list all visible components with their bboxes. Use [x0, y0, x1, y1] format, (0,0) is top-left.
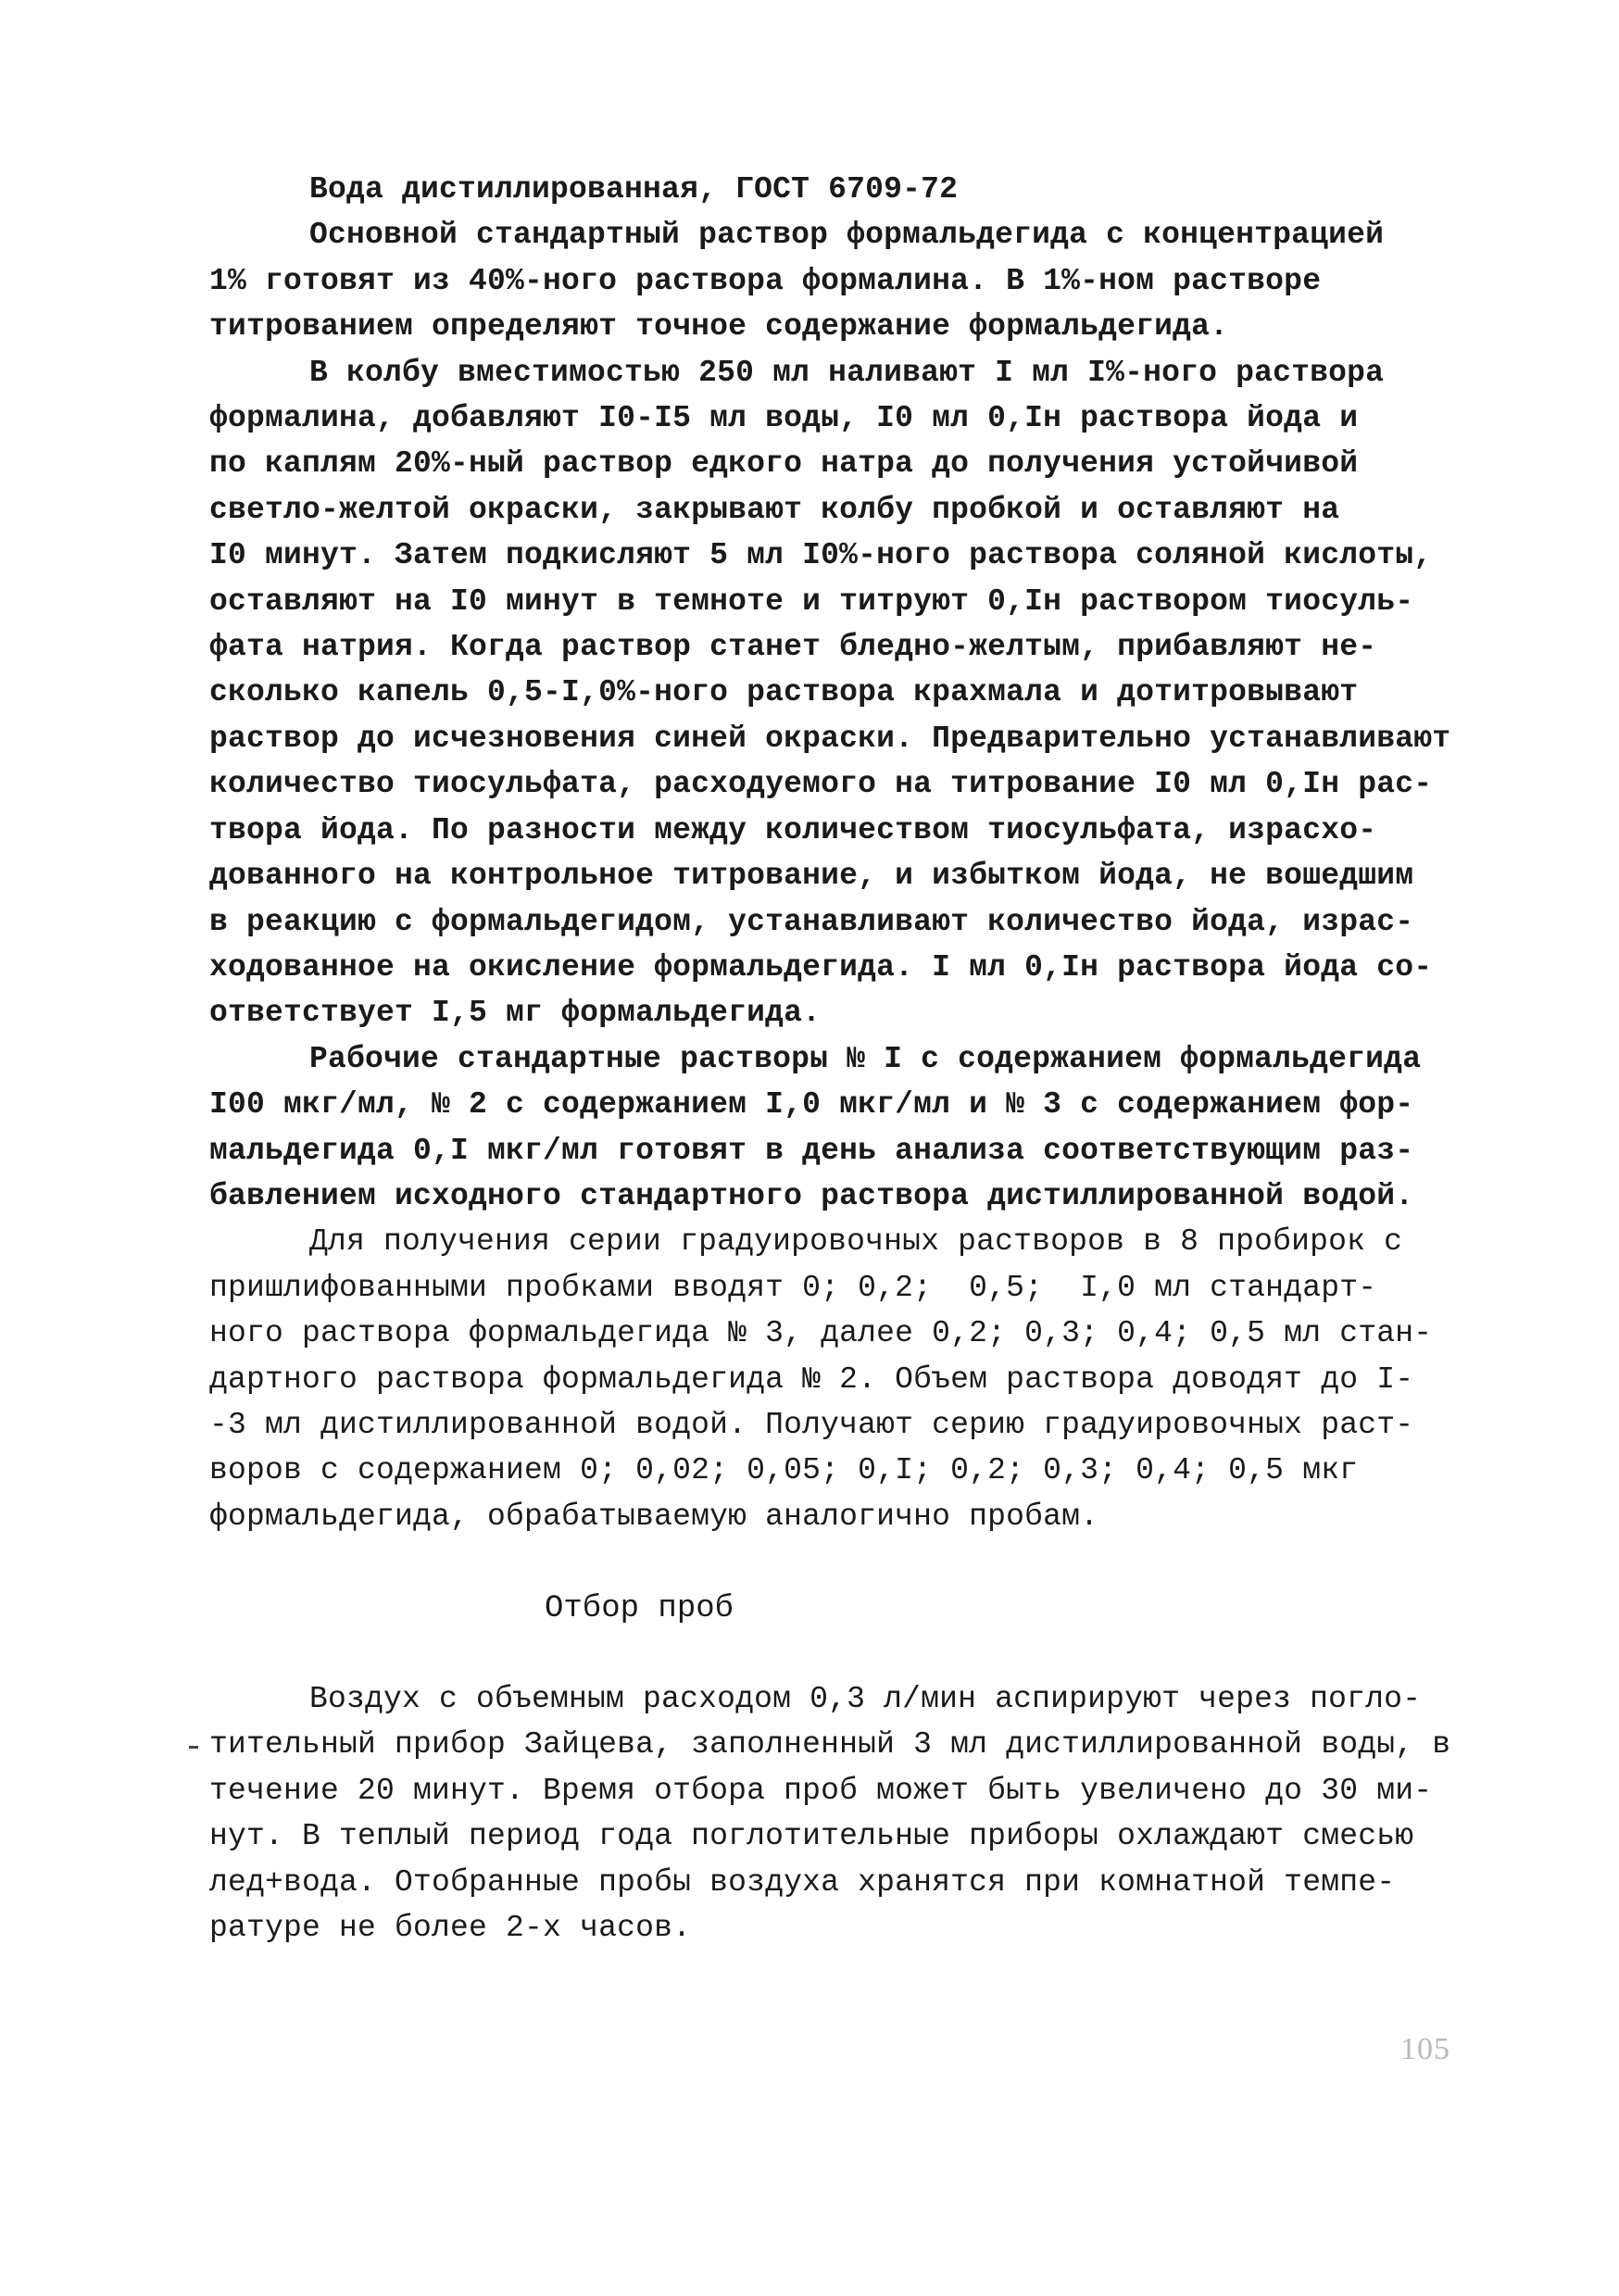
- text-line: Для получения серии градуировочных растворов в 8 пробирок с: [309, 1224, 1403, 1260]
- text-line: оставляют на I0 минут в темноте и титруют 0,Iн раствором тиосуль-: [209, 583, 1414, 619]
- text-line: ного раствора формальдегида № 3, далее 0,2; 0,3; 0,4; 0,5 мл стан-: [209, 1316, 1433, 1351]
- text-line: тительный прибор Зайцева, заполненный 3 мл дистиллированной воды, в: [209, 1727, 1451, 1763]
- text-line: ходованное на окисление формальдегида. I мл 0,Iн раствора йода со-: [209, 949, 1433, 985]
- text-line: ответствует I,5 мг формальдегида.: [209, 996, 822, 1031]
- margin-mark: [189, 1746, 198, 1749]
- text-line: Вода дистиллированная, ГОСТ 6709-72: [309, 172, 959, 207]
- text-line: формальдегида, обрабатываемую аналогично пробам.: [209, 1499, 1099, 1534]
- text-line: нут. В теплый период года поглотительные приборы охлаждают смесью: [209, 1819, 1414, 1854]
- text-line: титрованием определяют точное содержание формальдегида.: [209, 309, 1229, 345]
- text-line: раствор до исчезновения синей окраски. Предварительно устанавливают: [209, 721, 1451, 756]
- text-line: сколько капель 0,5-I,0%-ного раствора крахмала и дотитровывают: [209, 675, 1359, 710]
- paragraph-working-solutions: [209, 1036, 1478, 1220]
- text-line: количество тиосульфата, расходуемого на титрование I0 мл 0,Iн рас-: [209, 767, 1433, 802]
- text-line: -3 мл дистиллированной водой. Получают серию градуировочных раст-: [209, 1407, 1414, 1442]
- text-line: пришлифованными пробками вводят 0; 0,2; 0,5; I,0 мл стандарт-: [209, 1270, 1377, 1305]
- text-line: фата натрия. Когда раствор станет бледно-желтым, прибавляют не-: [209, 630, 1377, 665]
- text-line: в реакцию с формальдегидом, устанавливают количество йода, израс-: [209, 904, 1414, 939]
- text-line: течение 20 минут. Время отбора проб может быть увеличено до 30 ми-: [209, 1773, 1433, 1808]
- page-number: 105: [1400, 2032, 1450, 2066]
- text-line: I0 минут. Затем подкисляют 5 мл I0%-ного раствора соляной кислоты,: [209, 538, 1433, 573]
- text-line: мальдегида 0,I мкг/мл готовят в день анализа соответствующим раз-: [209, 1133, 1414, 1168]
- section-heading: Отбор проб: [545, 1591, 734, 1626]
- text-line: дованного на контрольное титрование, и избытком йода, не вошедшим: [209, 859, 1414, 894]
- text-line: ратуре не более 2-х часов.: [209, 1911, 692, 1946]
- paragraph-main-solution: [209, 212, 1478, 349]
- text-line: воров с содержанием 0; 0,02; 0,05; 0,I; 0,2; 0,3; 0,4; 0,5 мкг: [209, 1453, 1359, 1488]
- paragraph-water: [209, 167, 1478, 212]
- text-line: формалина, добавляют I0-I5 мл воды, I0 мл 0,Iн раствора йода и: [209, 401, 1359, 436]
- text-line: лед+вода. Отобранные пробы воздуха хранятся при комнатной темпе-: [209, 1864, 1396, 1900]
- text-line: Основной стандартный раствор формальдегида с концентрацией: [309, 218, 1385, 253]
- text-line: I00 мкг/мл, № 2 с содержанием I,0 мкг/мл и № 3 с содержанием фор-: [209, 1087, 1414, 1123]
- paragraph-titration: [209, 350, 1478, 1036]
- text-line: дартного раствора формальдегида № 2. Объем раствора доводят до I-: [209, 1361, 1414, 1397]
- text-line: бавлением исходного стандартного раствора дистиллированной водой.: [209, 1178, 1414, 1213]
- text-line: по каплям 20%-ный раствор едкого натра до получения устойчивой: [209, 446, 1359, 482]
- text-line: 1% готовят из 40%-ного раствора формалина. В 1%-ном растворе: [209, 263, 1322, 298]
- paragraph-calibration: [209, 1219, 1478, 1539]
- text-line: светло-желтой окраски, закрывают колбу пробкой и оставляют на: [209, 492, 1340, 527]
- text-line: твора йода. По разности между количеством тиосульфата, израсхо-: [209, 812, 1377, 847]
- text-line: Воздух с объемным расходом 0,3 л/мин аспирируют через погло-: [309, 1682, 1422, 1716]
- paragraph-sampling: [209, 1676, 1478, 1951]
- text-line: В колбу вместимостью 250 мл наливают I мл I%-ного раствора: [309, 355, 1385, 390]
- document-body: [209, 167, 1478, 1539]
- text-line: Рабочие стандартные растворы № I с содержанием формальдегида: [309, 1041, 1422, 1076]
